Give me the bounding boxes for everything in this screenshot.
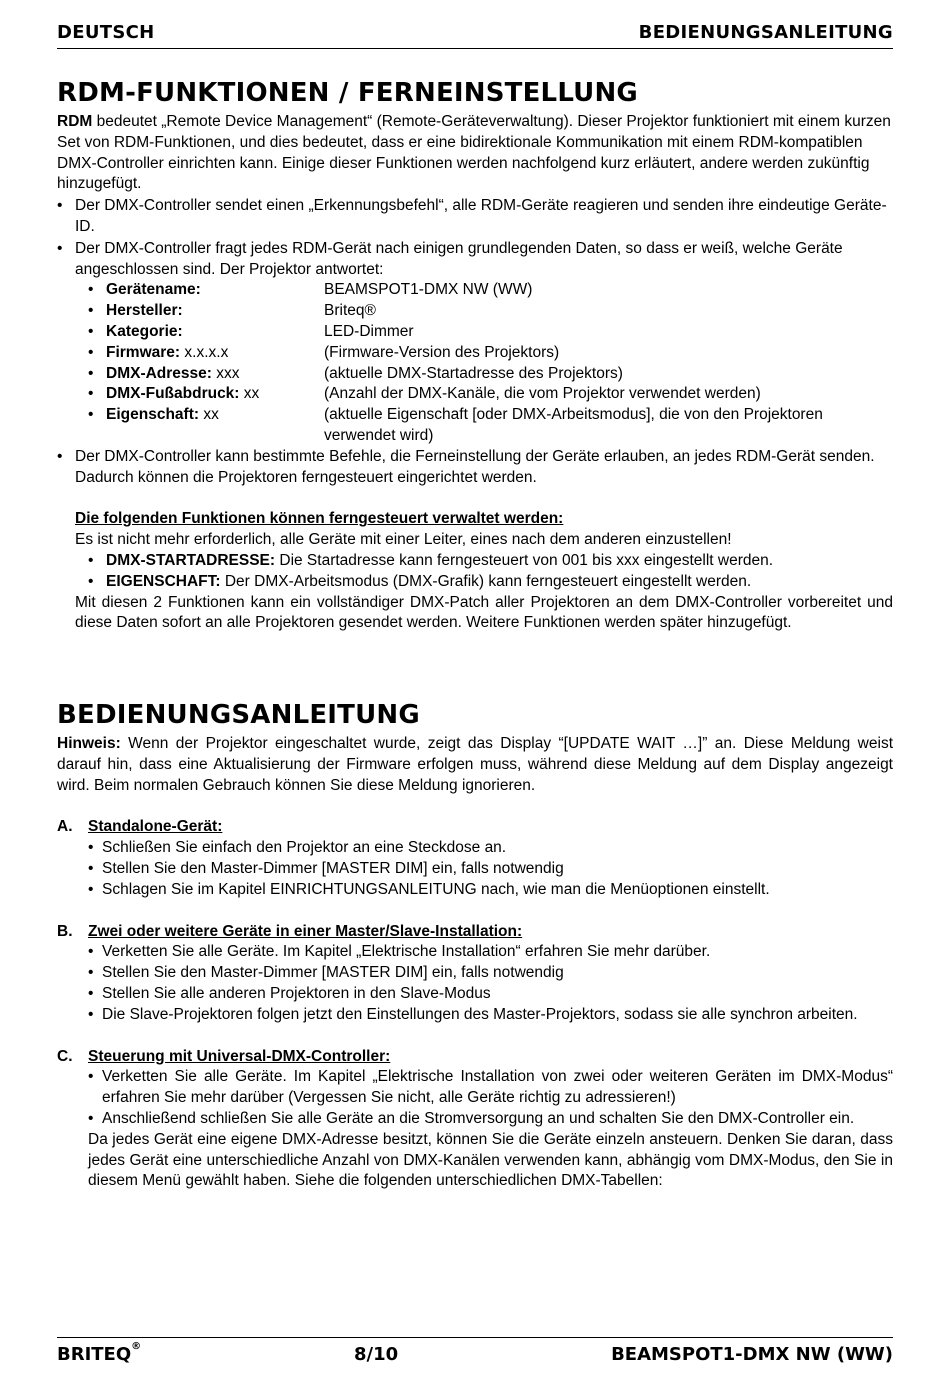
remote-functions-block xyxy=(75,509,893,634)
mode-c-letter: C. xyxy=(57,1047,73,1065)
page-footer xyxy=(57,1337,893,1365)
remote-function-item xyxy=(88,572,893,593)
list-item: • Stellen Sie alle anderen Projektoren in den Slave-Modus xyxy=(88,984,893,1005)
spec-key: Gerätename: xyxy=(106,281,201,299)
list-item: • Verketten Sie alle Geräte. Im Kapitel „Elektrische Installation“ erfahren Sie mehr darüber. xyxy=(88,942,893,963)
mode-a-title: Standalone-Gerät: xyxy=(88,818,223,836)
list-item: • Stellen Sie den Master-Dimmer [MASTER DIM] ein, falls notwendig xyxy=(88,963,893,984)
spec-value: BEAMSPOT1-DMX NW (WW) xyxy=(324,281,533,299)
rdm-section xyxy=(57,78,893,634)
spec-value: (Anzahl der DMX-Kanäle, die vom Projektor verwendet werden) xyxy=(324,385,761,403)
registered-mark: ® xyxy=(131,1341,142,1352)
spec-key: Firmware: xyxy=(106,343,181,361)
list-item: • Die Slave-Projektoren folgen jetzt den Einstellungen des Master-Projektors, sodass sie alle synchron arbeiten. xyxy=(88,1005,893,1026)
spec-item xyxy=(88,343,893,364)
remote-function-text: Die Startadresse kann ferngesteuert von 001 bis xxx eingestellt werden. xyxy=(275,551,774,569)
spec-key: Hersteller: xyxy=(106,302,183,320)
spec-item xyxy=(88,405,893,447)
list-item: • Schlagen Sie im Kapitel EINRICHTUNGSANLEITUNG nach, wie man die Menüoptionen einstellt. xyxy=(88,880,893,901)
spec-key-extra: xx xyxy=(199,406,219,424)
brand-name: BRITEQ xyxy=(57,1344,132,1365)
remote-functions-list xyxy=(88,551,893,593)
mode-c-outro: Da jedes Gerät eine eigene DMX-Adresse besitzt, können Sie die Geräte einzeln ansteuern. Denken Sie daran, dass jedes Gerät eine unterschiedliche Anzahl von DMX-Kanälen verwenden kann, abhängig vom DMX-Modus, den Sie in diesem Menü gewählt haben. Siehe die folgenden unterschiedlichen DMX-Tabellen: xyxy=(88,1130,893,1190)
spec-value: (aktuelle Eigenschaft [oder DMX-Arbeitsmodus], die von den Projektoren verwendet wird) xyxy=(324,406,823,444)
spec-item xyxy=(88,322,893,343)
mode-a-block xyxy=(57,817,893,900)
rdm-bullet-commands: • Der DMX-Controller kann bestimmte Befehle, die Ferneinstellung der Geräte erlauben, an jedes RDM-Gerät senden. Dadurch können die Projektoren ferngesteuert eingerichtet werden. xyxy=(57,447,893,489)
mode-a-letter: A. xyxy=(57,818,73,836)
list-item: • Anschließend schließen Sie alle Geräte an die Stromversorgung an und schalten Sie den DMX-Controller ein. xyxy=(88,1109,893,1130)
page-header xyxy=(57,22,893,49)
spec-key: Kategorie: xyxy=(106,322,183,340)
remote-function-key: EIGENSCHAFT: xyxy=(106,572,221,590)
spec-value: (Firmware-Version des Projektors) xyxy=(324,343,560,361)
mode-c-title: Steuerung mit Universal-DMX-Controller: xyxy=(88,1047,391,1065)
spec-item xyxy=(88,280,893,301)
operation-section xyxy=(57,700,893,1192)
remote-functions-outro: Mit diesen 2 Funktionen kann ein vollständiger DMX-Patch aller Projektoren an dem DMX-Controller vorbereitet und diese Daten sofort an alle Projektoren gesendet werden. Weitere Funktionen werden später hinzugefügt. xyxy=(75,593,893,632)
spec-item xyxy=(88,301,893,322)
rdm-bullet-discovery: • Der DMX-Controller sendet einen „Erkennungsbefehl“, alle RDM-Geräte reagieren und senden ihre eindeutige Geräte-ID. xyxy=(57,196,893,238)
remote-functions-intro: Es ist nicht mehr erforderlich, alle Geräte mit einer Leiter, eines nach dem anderen einzustellen! xyxy=(75,531,732,549)
mode-b-title: Zwei oder weitere Geräte in einer Master/Slave-Installation: xyxy=(88,922,523,940)
spec-value: (aktuelle DMX-Startadresse des Projektors) xyxy=(324,364,623,382)
spec-value: LED-Dimmer xyxy=(324,322,414,340)
spec-item xyxy=(88,384,893,405)
mode-b-block xyxy=(57,922,893,1026)
spec-key: DMX-Adresse: xyxy=(106,364,212,382)
footer-brand xyxy=(57,1341,142,1365)
header-language: DEUTSCH xyxy=(57,22,155,43)
mode-c-block xyxy=(57,1047,893,1193)
remote-function-key: DMX-STARTADRESSE: xyxy=(106,551,276,569)
spec-key-extra: x.x.x.x xyxy=(180,343,229,361)
rdm-bullet-query-text: Der DMX-Controller fragt jedes RDM-Gerät nach einigen grundlegenden Daten, so dass er weiß, welche Geräte angeschlossen sind. Der Projektor antwortet: xyxy=(75,239,843,278)
note-label: Hinweis: xyxy=(57,735,121,752)
remote-function-item xyxy=(88,551,893,572)
rdm-spec-list xyxy=(88,280,893,446)
rdm-bullet-query xyxy=(57,239,893,447)
spec-item xyxy=(88,364,893,385)
rdm-bullet-list xyxy=(57,196,893,488)
rdm-intro xyxy=(57,112,893,195)
list-item: • Stellen Sie den Master-Dimmer [MASTER DIM] ein, falls notwendig xyxy=(88,859,893,880)
mode-b-letter: B. xyxy=(57,922,73,940)
note-text: Wenn der Projektor eingeschaltet wurde, zeigt das Display “[UPDATE WAIT …]” an. Diese Meldung weist darauf hin, dass eine Aktualisierung der Firmware erfolgen muss, während diese Meldung auf dem Display angezeigt wird. Beim normalen Gebrauch können Sie diese Meldung ignorieren. xyxy=(57,735,893,794)
spec-key-extra: xxx xyxy=(211,364,240,382)
footer-model: BEAMSPOT1-DMX NW (WW) xyxy=(611,1344,893,1365)
footer-page-number: 8/10 xyxy=(354,1344,399,1365)
list-item: • Verketten Sie alle Geräte. Im Kapitel „Elektrische Installation von zwei oder weiteren Geräten im DMX-Modus“ erfahren Sie mehr darüber (Vergessen Sie nicht, alle Geräte richtig zu adressieren!) xyxy=(88,1067,893,1109)
list-item: • Schließen Sie einfach den Projektor an eine Steckdose an. xyxy=(88,838,893,859)
mode-b-list xyxy=(88,942,893,1025)
spec-value: Briteq® xyxy=(324,302,376,320)
rdm-intro-label: RDM xyxy=(57,113,93,130)
spec-key: DMX-Fußabdruck: xyxy=(106,385,240,403)
spec-key: Eigenschaft: xyxy=(106,406,200,424)
operation-note xyxy=(57,734,893,796)
rdm-heading: RDM-FUNKTIONEN / FERNEINSTELLUNG xyxy=(57,78,638,108)
spec-key-extra: xx xyxy=(239,385,260,403)
mode-c-list xyxy=(88,1067,893,1129)
mode-a-list xyxy=(88,838,893,900)
remote-function-text: Der DMX-Arbeitsmodus (DMX-Grafik) kann ferngesteuert eingestellt werden. xyxy=(220,572,752,590)
rdm-intro-text: bedeutet „Remote Device Management“ (Remote-Geräteverwaltung). Dieser Projektor funktioniert mit einem kurzen Set von RDM-Funktionen, und dies bedeutet, dass er eine bidirektionale Kommunikation mit einem RDM-kompatiblen DMX-Controller einrichten kann. Einige dieser Funktionen werden nachfolgend kurz erläutert, andere werden zukünftig hinzugefügt. xyxy=(57,113,891,193)
remote-functions-heading: Die folgenden Funktionen können ferngesteuert verwaltet werden: xyxy=(75,510,564,528)
operation-heading: BEDIENUNGSANLEITUNG xyxy=(57,700,420,730)
header-manual-title: BEDIENUNGSANLEITUNG xyxy=(638,22,893,43)
